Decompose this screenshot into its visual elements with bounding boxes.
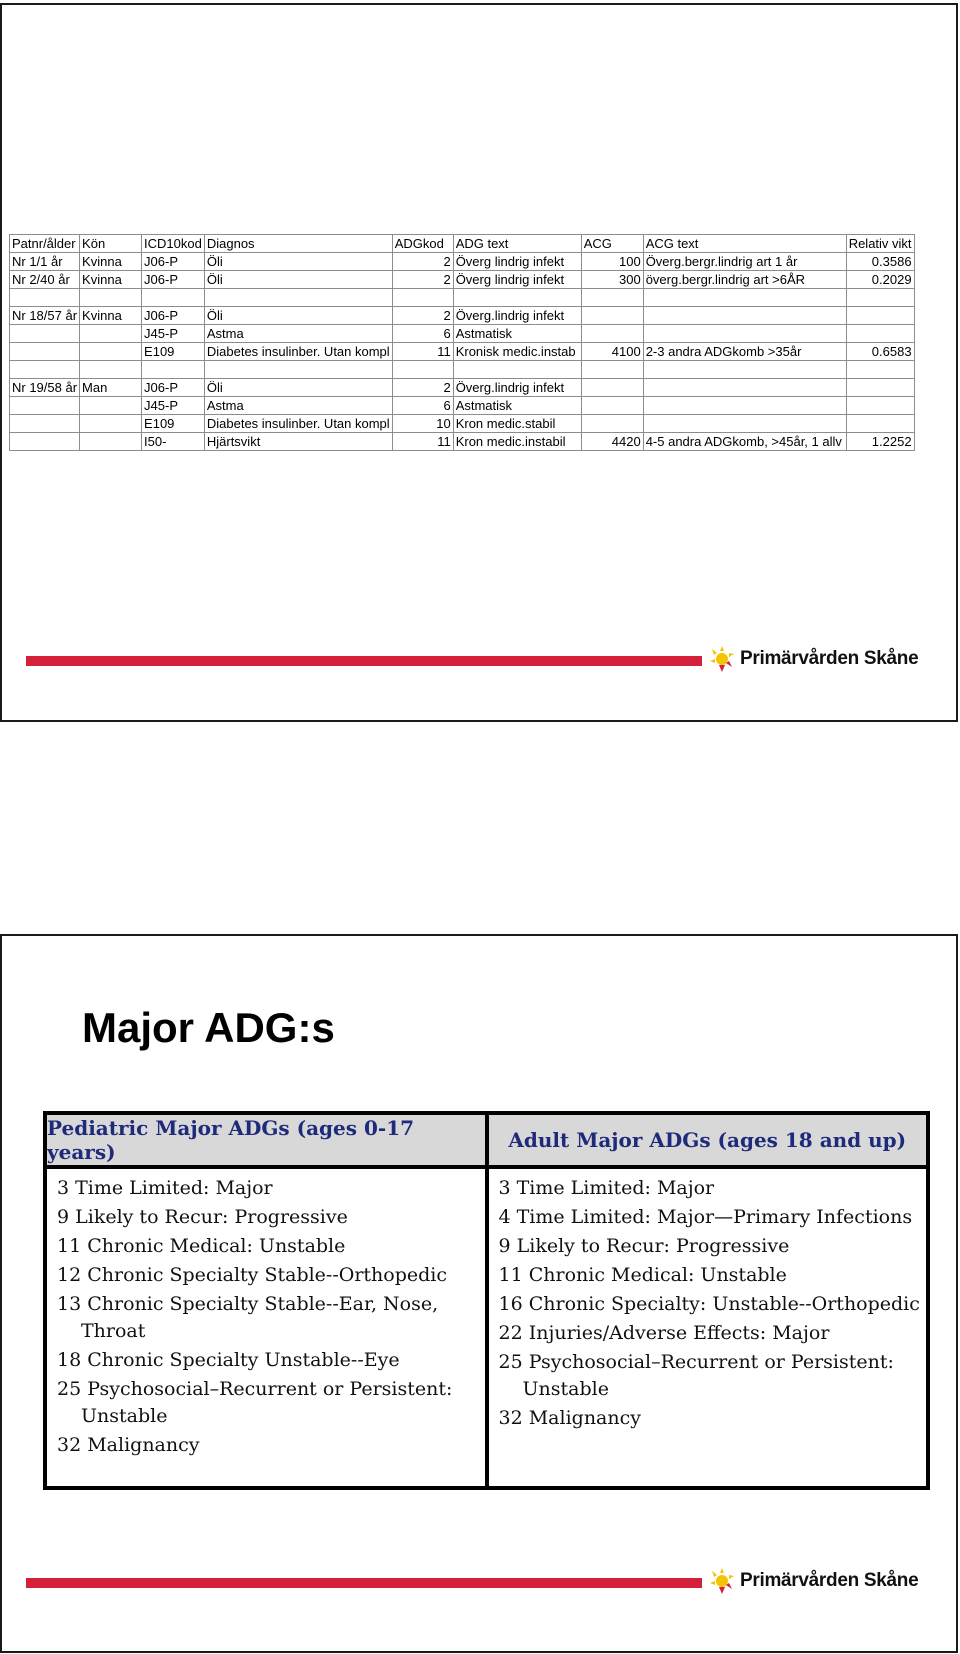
- table-cell: [204, 289, 392, 307]
- table-cell: Överg.lindrig infekt: [453, 379, 581, 397]
- adult-list: [489, 1169, 927, 1434]
- table-cell: J06-P: [142, 271, 205, 289]
- table-cell: Diagnos: [204, 235, 392, 253]
- table-cell: [581, 379, 643, 397]
- table-cell: Öli: [204, 379, 392, 397]
- table-row: [10, 253, 915, 271]
- table-cell: Astmatisk: [453, 397, 581, 415]
- table-cell: ACG: [581, 235, 643, 253]
- table-cell: [581, 289, 643, 307]
- table-cell: Relativ vikt: [846, 235, 914, 253]
- table-cell: 300: [581, 271, 643, 289]
- table-cell: [142, 289, 205, 307]
- table-cell: ICD10kod: [142, 235, 205, 253]
- table-cell: Patnr/ålder: [10, 235, 80, 253]
- table-cell: [643, 361, 846, 379]
- table-cell: 0.2029: [846, 271, 914, 289]
- table-cell: [846, 397, 914, 415]
- adg-list-item: 3 Time Limited: Major: [57, 1177, 273, 1199]
- footer-brand: [26, 645, 930, 675]
- brand-red-bar: [26, 1578, 702, 1588]
- table-cell: 2: [392, 253, 453, 271]
- table-cell: [10, 343, 80, 361]
- table-cell: J45-P: [142, 325, 205, 343]
- slide-title: Major ADG:s: [82, 1004, 335, 1051]
- table-cell: [846, 289, 914, 307]
- table-row: [10, 379, 915, 397]
- table-cell: [10, 361, 80, 379]
- table-cell: J06-P: [142, 253, 205, 271]
- adg-list-item: 13 Chronic Specialty Stable--Ear, Nose, Throat: [57, 1293, 439, 1342]
- pediatric-column: [47, 1115, 485, 1486]
- table-cell: [643, 379, 846, 397]
- table-row: [10, 271, 915, 289]
- table-cell: Nr 18/57 år: [10, 307, 80, 325]
- table-cell: Kvinna: [80, 253, 142, 271]
- table-cell: ADG text: [453, 235, 581, 253]
- table-cell: [80, 289, 142, 307]
- table-cell: [846, 325, 914, 343]
- adg-list-item: 32 Malignancy: [57, 1434, 200, 1456]
- table-cell: ACG text: [643, 235, 846, 253]
- adult-column: [485, 1115, 927, 1486]
- table-cell: Nr 1/1 år: [10, 253, 80, 271]
- table-cell: [10, 397, 80, 415]
- table-cell: [581, 307, 643, 325]
- table-cell: Kön: [80, 235, 142, 253]
- slide-adg-table: [0, 3, 958, 722]
- table-cell: [80, 325, 142, 343]
- major-adg-table: [43, 1111, 930, 1490]
- slide-major-adgs: [0, 934, 958, 1653]
- table-cell: [10, 433, 80, 451]
- table-cell: Öli: [204, 271, 392, 289]
- pediatric-list: [47, 1169, 485, 1461]
- pediatric-header: Pediatric Major ADGs (ages 0-17 years): [47, 1115, 485, 1169]
- table-cell: Kronisk medic.instab: [453, 343, 581, 361]
- adg-list-item: 32 Malignancy: [498, 1407, 641, 1429]
- table-cell: [10, 325, 80, 343]
- table-row: [10, 343, 915, 361]
- table-cell: 2: [392, 307, 453, 325]
- table-cell: 11: [392, 343, 453, 361]
- table-cell: Överg lindrig infekt: [453, 271, 581, 289]
- table-cell: [392, 289, 453, 307]
- table-cell: Astma: [204, 397, 392, 415]
- table-cell: [581, 361, 643, 379]
- table-header-row: [10, 235, 915, 253]
- table-cell: [80, 343, 142, 361]
- table-cell: överg.bergr.lindrig art >6ÅR: [643, 271, 846, 289]
- table-cell: [581, 415, 643, 433]
- table-cell: Astma: [204, 325, 392, 343]
- table-cell: [204, 361, 392, 379]
- adg-list-item: 9 Likely to Recur: Progressive: [57, 1206, 348, 1228]
- table-cell: Överg lindrig infekt: [453, 253, 581, 271]
- table-row: [10, 433, 915, 451]
- table-cell: [846, 307, 914, 325]
- table-cell: 2-3 andra ADGkomb >35år: [643, 343, 846, 361]
- sun-logo-icon: [708, 1567, 736, 1595]
- table-cell: J06-P: [142, 379, 205, 397]
- brand-red-bar: [26, 656, 702, 666]
- table-cell: I50-: [142, 433, 205, 451]
- table-cell: 1.2252: [846, 433, 914, 451]
- table-cell: 0.3586: [846, 253, 914, 271]
- table-cell: Man: [80, 379, 142, 397]
- adg-patient-table: [9, 234, 915, 451]
- table-cell: [80, 415, 142, 433]
- brand-logo-text: Primärvården Skåne: [740, 1570, 919, 1591]
- table-cell: 2: [392, 379, 453, 397]
- adg-list-item: 9 Likely to Recur: Progressive: [498, 1235, 790, 1257]
- table-cell: Kvinna: [80, 307, 142, 325]
- table-cell: Nr 19/58 år: [10, 379, 80, 397]
- table-cell: Kron medic.instabil: [453, 433, 581, 451]
- table-cell: 100: [581, 253, 643, 271]
- sun-logo-icon: [708, 645, 736, 673]
- brand-logo-text: Primärvården Skåne: [740, 648, 919, 669]
- table-cell: Överg.bergr.lindrig art 1 år: [643, 253, 846, 271]
- table-cell: [80, 361, 142, 379]
- table-cell: [643, 325, 846, 343]
- table-cell: [80, 433, 142, 451]
- adg-list-item: 25 Psychosocial–Recurrent or Persistent: Unstable: [498, 1351, 894, 1400]
- table-cell: J45-P: [142, 397, 205, 415]
- table-row: [10, 361, 915, 379]
- adg-list-item: 22 Injuries/Adverse Effects: Major: [498, 1322, 830, 1344]
- table-cell: Öli: [204, 307, 392, 325]
- table-cell: [80, 397, 142, 415]
- table-cell: [453, 289, 581, 307]
- adg-list-item: 11 Chronic Medical: Unstable: [57, 1235, 346, 1257]
- table-cell: [643, 397, 846, 415]
- table-cell: Diabetes insulinber. Utan kompl: [204, 415, 392, 433]
- table-row: [10, 289, 915, 307]
- adg-list-item: 16 Chronic Specialty: Unstable--Orthopedic: [498, 1293, 920, 1315]
- table-cell: Överg.lindrig infekt: [453, 307, 581, 325]
- table-cell: 6: [392, 397, 453, 415]
- table-cell: Kron medic.stabil: [453, 415, 581, 433]
- table-cell: E109: [142, 415, 205, 433]
- table-cell: [453, 361, 581, 379]
- adg-list-item: 11 Chronic Medical: Unstable: [498, 1264, 787, 1286]
- table-cell: 0.6583: [846, 343, 914, 361]
- table-cell: 11: [392, 433, 453, 451]
- table-cell: 6: [392, 325, 453, 343]
- adg-list-item: 18 Chronic Specialty Unstable--Eye: [57, 1349, 400, 1371]
- adg-list-item: 25 Psychosocial–Recurrent or Persistent: Unstable: [57, 1378, 453, 1427]
- table-row: [10, 307, 915, 325]
- table-cell: [643, 289, 846, 307]
- table-cell: 2: [392, 271, 453, 289]
- table-cell: [10, 289, 80, 307]
- table-cell: [10, 415, 80, 433]
- table-cell: [643, 307, 846, 325]
- table-cell: [581, 397, 643, 415]
- table-row: [10, 325, 915, 343]
- table-cell: [392, 361, 453, 379]
- table-cell: [846, 379, 914, 397]
- table-cell: [846, 361, 914, 379]
- table-cell: 10: [392, 415, 453, 433]
- table-cell: [581, 325, 643, 343]
- adult-header: Adult Major ADGs (ages 18 and up): [489, 1115, 927, 1169]
- table-row: [10, 397, 915, 415]
- table-cell: ADGkod: [392, 235, 453, 253]
- table-cell: Kvinna: [80, 271, 142, 289]
- table-cell: 4100: [581, 343, 643, 361]
- footer-brand: [26, 1567, 930, 1597]
- table-cell: 4-5 andra ADGkomb, >45år, 1 allv: [643, 433, 846, 451]
- table-cell: Diabetes insulinber. Utan kompl: [204, 343, 392, 361]
- adg-list-item: 4 Time Limited: Major—Primary Infections: [498, 1206, 913, 1228]
- adg-list-item: 3 Time Limited: Major: [498, 1177, 715, 1199]
- adg-list-item: 12 Chronic Specialty Stable--Orthopedic: [57, 1264, 448, 1286]
- table-cell: J06-P: [142, 307, 205, 325]
- table-cell: [643, 415, 846, 433]
- table-cell: 4420: [581, 433, 643, 451]
- table-cell: Nr 2/40 år: [10, 271, 80, 289]
- table-cell: Astmatisk: [453, 325, 581, 343]
- table-cell: [142, 361, 205, 379]
- table-row: [10, 415, 915, 433]
- table-cell: E109: [142, 343, 205, 361]
- table-cell: Hjärtsvikt: [204, 433, 392, 451]
- table-cell: Öli: [204, 253, 392, 271]
- table-cell: [846, 415, 914, 433]
